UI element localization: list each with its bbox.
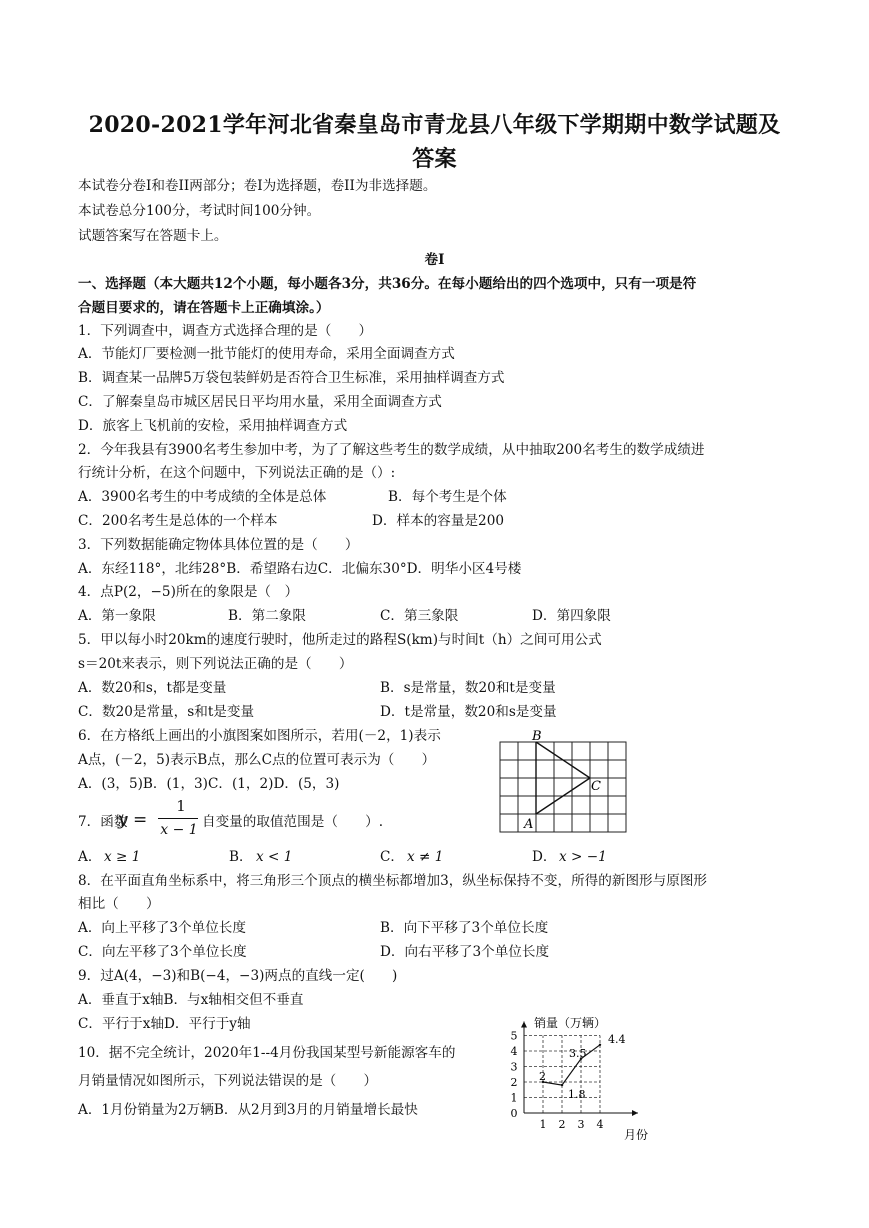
q5-stem-line1: 5．甲以每小时20km的速度行驶时，他所走过的路程S(km)与时间t（h）之间可用公式 [78, 632, 602, 648]
q8-option-d: D．向右平移了3个单位长度 [380, 944, 550, 960]
q9-options-line2: C．平行于x轴D．平行于y轴 [78, 1016, 251, 1032]
q2-option-c: C．200名考生是总体的一个样本 [78, 513, 278, 529]
q3-options: A．东经118°，北纬28°B．希望路右边C．北偏东30°D．明华小区4号楼 [78, 561, 522, 577]
chart-x-tick-label: 1 [539, 1118, 547, 1131]
flag-grid-figure [498, 728, 630, 836]
chart-point [561, 1084, 563, 1086]
intro-line-1: 本试卷分卷I和卷II两部分；卷I为选择题，卷II为非选择题。 [78, 178, 437, 194]
chart-point [599, 1044, 601, 1046]
q7-option-b: x < 1 [256, 849, 293, 865]
q10-stem-line2: 月销量情况如图所示，下列说法错误的是（ ） [78, 1073, 378, 1089]
q5-option-c: C．数20是常量，s和t是变量 [78, 704, 255, 720]
chart-y-axis-arrow [521, 1022, 527, 1028]
chart-x-tick-label: 2 [558, 1118, 566, 1131]
q1-option-c: C．了解秦皇岛市城区居民日平均用水量，采用全面调查方式 [78, 394, 442, 410]
q1-stem: 1．下列调查中，调查方式选择合理的是（ ） [78, 323, 373, 339]
q8-stem-line2: 相比（ ） [78, 896, 160, 912]
chart-y-tick-label: 3 [510, 1060, 518, 1074]
q2-stem-line2: 行统计分析，在这个问题中，下列说法正确的是（）: [78, 465, 396, 481]
q8-option-b: B．向下平移了3个单位长度 [380, 920, 549, 936]
q7-y-equals: y = [118, 810, 148, 830]
point-c-label: C [591, 779, 601, 794]
q8-stem-line1: 8．在平面直角坐标系中，将三角形三个顶点的横坐标都增加3，纵坐标保持不变，所得的新图形与原图形 [78, 873, 708, 889]
intro-line-3: 试题答案写在答题卡上。 [78, 228, 228, 244]
intro-line-2: 本试卷总分100分，考试时间100分钟。 [78, 203, 321, 219]
chart-x-axis-title: 月份 [623, 1128, 649, 1140]
q5-option-a: A．数20和s，t都是变量 [78, 680, 227, 696]
volume-label: 卷I [424, 252, 445, 268]
point-a-label: A [524, 817, 534, 832]
q2-option-a: A．3900名考生的中考成绩的全体是总体 [78, 489, 327, 505]
q8-option-a: A．向上平移了3个单位长度 [78, 920, 246, 936]
q6-stem-line2: A点，(－2，5)表示B点，那么C点的位置可表示为（ ） [78, 752, 436, 768]
q1-option-b: B．调查某一品牌5万袋包装鲜奶是否符合卫生标准，采用抽样调查方式 [78, 370, 505, 386]
q3-stem: 3．下列数据能确定物体具体位置的是（ ） [78, 537, 359, 553]
exam-title-line1: 2020-2021学年河北省秦皇岛市青龙县八年级下学期期中数学试题及 [88, 112, 781, 138]
q4-option-a: A．第一象限 [78, 608, 156, 624]
q7-option-a-label: A． [78, 849, 102, 865]
sales-line-chart [504, 1010, 674, 1140]
q2-option-b: B．每个考生是个体 [388, 489, 507, 505]
q7-stem-prefix: 7．函数 [78, 814, 128, 830]
q7-option-d: x > −1 [559, 849, 607, 865]
chart-y-tick-label: 2 [510, 1076, 518, 1089]
q9-stem: 9．过A(4，−3)和B(−4，−3)两点的直线一定( ) [78, 968, 398, 984]
q4-stem: 4．点P(2，−5)所在的象限是（ ） [78, 584, 299, 600]
chart-x-tick-label: 4 [596, 1118, 604, 1131]
q7-option-d-label: D． [532, 849, 557, 865]
chart-y-axis-title: 销量（万辆） [534, 1016, 607, 1030]
q10-options: A．1月份销量为2万辆B．从2月到3月的月销量增长最快 [78, 1102, 418, 1118]
q4-option-c: C．第三象限 [380, 608, 459, 624]
chart-data-label: 3.5 [569, 1046, 587, 1060]
exam-title-line2: 答案 [412, 146, 457, 172]
q2-option-d: D．样本的容量是200 [372, 513, 505, 529]
chart-y-tick-label: 0 [510, 1107, 518, 1120]
q9-options-line1: A．垂直于x轴B．与x轴相交但不垂直 [78, 992, 304, 1008]
q7-option-c: x ≠ 1 [407, 849, 444, 865]
section-heading-line2: 合题目要求的，请在答题卡上正确填涂。） [78, 300, 330, 316]
q7-stem-suffix: 自变量的取值范围是（ ）. [202, 814, 384, 830]
chart-data-label: 1.8 [568, 1088, 586, 1102]
q1-option-d: D．旅客上飞机前的安检，采用抽样调查方式 [78, 418, 348, 434]
q5-option-d: D．t是常量，数20和s是变量 [380, 704, 557, 720]
q7-option-b-label: B． [229, 849, 253, 865]
q6-options: A．(3，5)B．(1，3)C．(1，2)D．(5，3) [78, 776, 340, 792]
chart-data-label: 2 [539, 1070, 546, 1083]
q7-option-c-label: C． [380, 849, 404, 865]
q7-numerator: 1 [176, 797, 186, 815]
q6-stem-line1: 6．在方格纸上画出的小旗图案如图所示，若用(－2，1)表示 [78, 728, 441, 744]
q5-option-b: B．s是常量，数20和t是变量 [380, 680, 556, 696]
q4-option-b: B．第二象限 [228, 608, 306, 624]
chart-y-tick-label: 4 [510, 1045, 518, 1058]
point-b-label: B [532, 729, 542, 744]
q7-denominator: x − 1 [160, 822, 198, 838]
chart-x-axis-arrow [632, 1110, 638, 1116]
chart-y-tick-label: 1 [510, 1091, 518, 1105]
chart-data-label: 4.4 [608, 1032, 626, 1046]
q7-option-a: x ≥ 1 [104, 849, 141, 865]
q5-stem-line2: s＝20t来表示，则下列说法正确的是（ ） [78, 656, 353, 672]
q8-option-c: C．向左平移了3个单位长度 [78, 944, 247, 960]
chart-x-tick-label: 3 [577, 1118, 585, 1131]
chart-y-tick-label: 5 [510, 1029, 518, 1043]
q10-stem-line1: 10．据不完全统计，2020年1--4月份我国某型号新能源客车的 [78, 1045, 456, 1061]
q4-option-d: D．第四象限 [532, 608, 611, 624]
section-heading-line1: 一、选择题（本大题共12个小题，每小题各3分，共36分。在每小题给出的四个选项中，只有一项是符 [78, 276, 697, 292]
q2-stem-line1: 2．今年我县有3900名考生参加中考，为了了解这些考生的数学成绩，从中抽取200名考生的数学成绩进 [78, 442, 705, 458]
q7-fraction-bar [158, 818, 198, 819]
q1-option-a: A．节能灯厂要检测一批节能灯的使用寿命，采用全面调查方式 [78, 346, 455, 362]
